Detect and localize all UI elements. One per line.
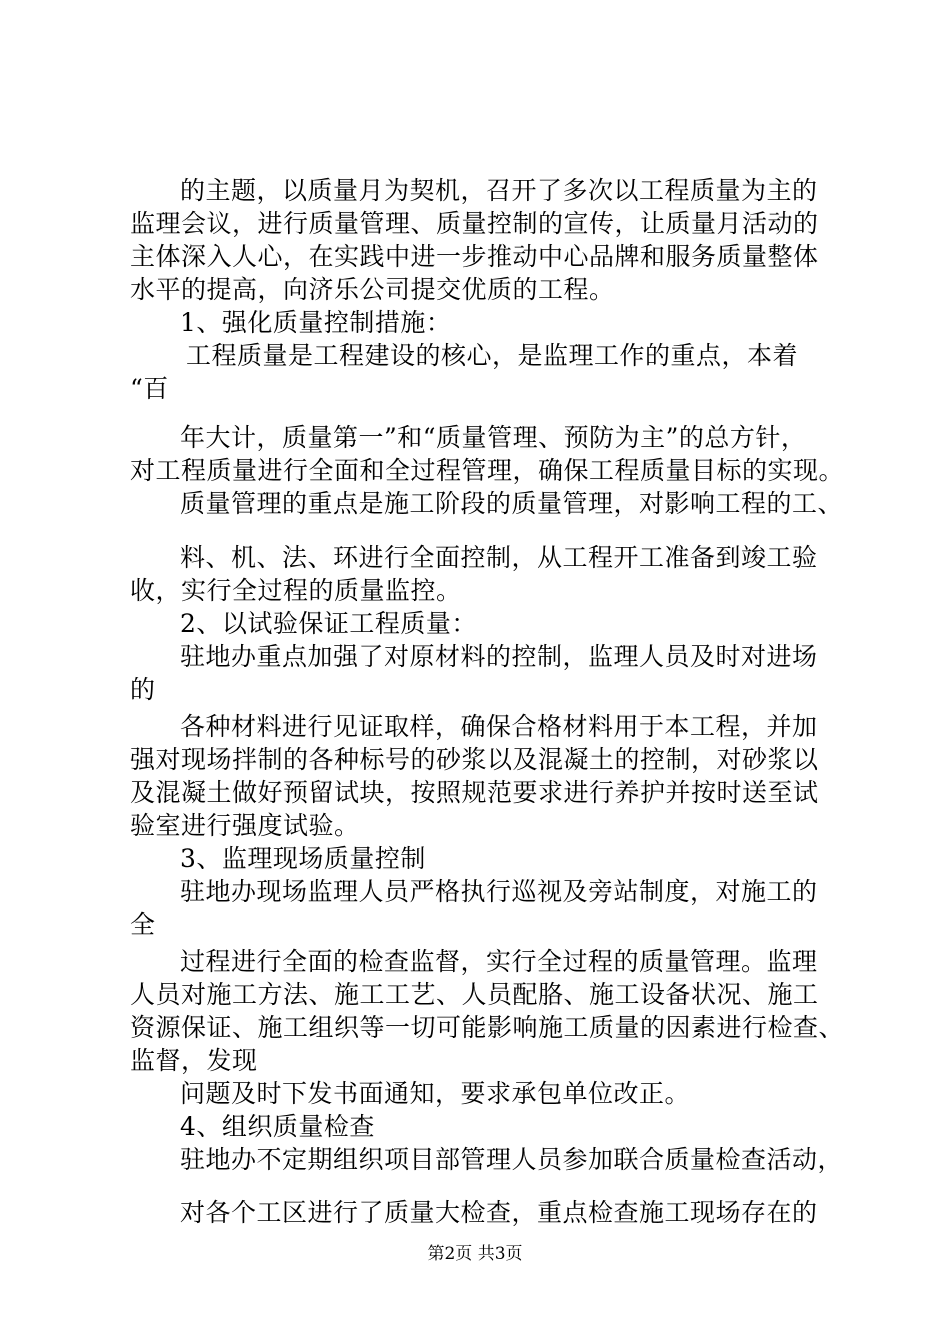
text-line: 资源保证、施工组织等一切可能影响施工质量的因素进行检查、 xyxy=(130,1013,845,1042)
text-line: 质量管理的重点是施工阶段的质量管理，对影响工程的工、 xyxy=(180,489,844,518)
text-line: 驻地办不定期组织项目部管理人员参加联合质量检查活动， xyxy=(180,1145,844,1174)
text-line: 年大计，质量第一”和“质量管理、预防为主”的总方针， xyxy=(180,423,807,452)
section-heading: 2、以试验保证工程质量： xyxy=(180,609,477,638)
text-line: 人员对施工方法、施工工艺、人员配胳、施工设备状况、施工 xyxy=(130,980,819,1009)
text-line: 对各个工区进行了质量大检查，重点检查施工现场存在的 xyxy=(180,1198,818,1227)
section-heading: 4、组织质量检查 xyxy=(180,1112,375,1141)
section-heading: 1、强化质量控制措施： xyxy=(180,308,452,337)
text-line: “百 xyxy=(130,374,169,403)
section-heading: 3、监理现场质量控制 xyxy=(180,844,426,873)
text-line: 料、机、法、环进行全面控制，从工程开工准备到竣工验 xyxy=(180,543,818,572)
text-line: 验室进行强度试验。 xyxy=(130,811,360,840)
text-line: 驻地办现场监理人员严格执行巡视及旁站制度，对施工的 xyxy=(180,877,818,906)
text-line: 监督，发现 xyxy=(130,1046,258,1075)
text-line: 水平的提高，向济乐公司提交优质的工程。 xyxy=(130,275,615,304)
text-line: 的 xyxy=(130,675,156,704)
text-line: 驻地办重点加强了对原材料的控制，监理人员及时对进场 xyxy=(180,642,818,671)
text-line: 强对现场拌制的各种标号的砂浆以及混凝土的控制，对砂浆以 xyxy=(130,745,819,774)
text-line: 全 xyxy=(130,910,156,939)
page-number-footer: 第2页 共3页 xyxy=(427,1244,523,1264)
text-line: 各种材料进行见证取样，确保合格材料用于本工程，并加 xyxy=(180,712,818,741)
text-line: 问题及时下发书面通知，要求承包单位改正。 xyxy=(180,1079,691,1108)
text-line: 监理会议，进行质量管理、质量控制的宣传，让质量月活动的 xyxy=(130,209,819,238)
text-line: 过程进行全面的检查监督，实行全过程的质量管理。监理 xyxy=(180,947,818,976)
text-line: 工程质量是工程建设的核心，是监理工作的重点，本着 xyxy=(186,341,799,370)
text-line: 对工程质量进行全面和全过程管理，确保工程质量目标的实现。 xyxy=(130,456,845,485)
text-line: 收，实行全过程的质量监控。 xyxy=(130,576,462,605)
text-line: 主体深入人心，在实践中进一步推动中心品牌和服务质量整体 xyxy=(130,242,819,271)
text-line: 及混凝土做好预留试块，按照规范要求进行养护并按时送至试 xyxy=(130,778,819,807)
text-line: 的主题，以质量月为契机，召开了多次以工程质量为主的 xyxy=(180,176,818,205)
